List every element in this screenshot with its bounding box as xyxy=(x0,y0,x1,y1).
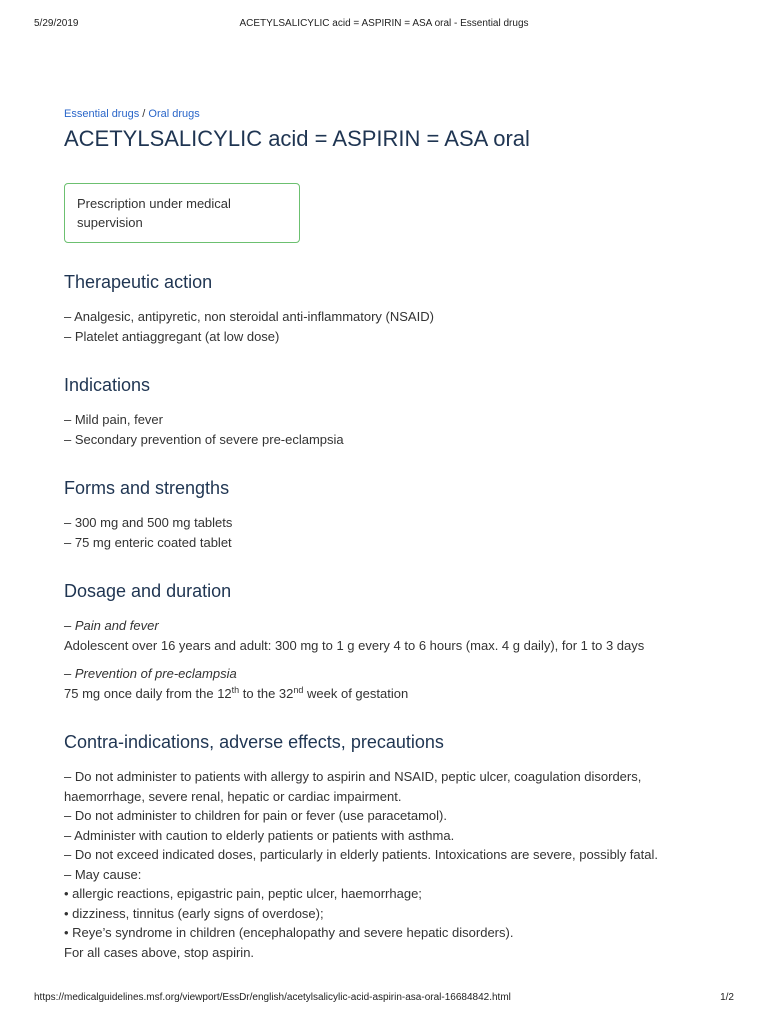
page-number: 1/2 xyxy=(720,992,734,1003)
dose-preeclampsia xyxy=(64,664,704,703)
indications-heading: Indications xyxy=(64,375,151,395)
dosage-heading: Dosage and duration xyxy=(64,581,232,601)
print-footer xyxy=(34,992,734,1006)
breadcrumb-essential-drugs[interactable]: Essential drugs xyxy=(64,108,140,120)
list-item: • dizziness, tinnitus (early signs of overdose); xyxy=(64,905,324,921)
list-item: – Secondary prevention of severe pre-eclampsia xyxy=(64,431,344,447)
dose-preeclampsia-text xyxy=(64,684,704,704)
breadcrumb-separator: / xyxy=(142,108,146,120)
contra-heading: Contra-indications, adverse effects, precautions xyxy=(64,732,444,752)
section-forms-strengths xyxy=(64,477,704,552)
list-item: – 300 mg and 500 mg tablets xyxy=(64,515,233,530)
list-item: – Administer with caution to elderly patients or patients with asthma. xyxy=(64,827,455,843)
dose-pain-fever xyxy=(64,616,704,655)
list-item: • Reye’s syndrome in children (encephalopathy and severe hepatic disorders). xyxy=(64,925,514,940)
pe-text-3: week of gestation xyxy=(303,685,409,701)
list-item: • allergic reactions, epigastric pain, peptic ulcer, haemorrhage; xyxy=(64,886,422,901)
list-item: – Do not exceed indicated doses, particularly in elderly patients. Intoxications are severe, possibly fatal. xyxy=(64,847,658,862)
list-item: – Analgesic, antipyretic, non steroidal anti-inflammatory (NSAID) xyxy=(64,309,434,324)
therapeutic-action-heading: Therapeutic action xyxy=(64,272,213,292)
dose-preeclampsia-heading: – Prevention of pre-eclampsia xyxy=(64,666,237,681)
list-item: – 75 mg enteric coated tablet xyxy=(64,534,232,550)
page-title: ACETYLSALICYLIC acid = ASPIRIN = ASA oral xyxy=(64,126,530,151)
list-item: – May cause: xyxy=(64,866,142,882)
pe-text-1: 75 mg once daily from the 12 xyxy=(64,685,232,701)
breadcrumb xyxy=(64,107,704,121)
section-contra-indications xyxy=(64,731,704,962)
section-dosage-duration xyxy=(64,580,704,703)
list-item: – Platelet antiaggregant (at low dose) xyxy=(64,328,280,344)
print-page-title: ACETYLSALICYLIC acid = ASPIRIN = ASA oral - Essential drugs xyxy=(239,18,529,29)
list-item: – Do not administer to children for pain or fever (use paracetamol). xyxy=(64,808,447,823)
breadcrumb-oral-drugs[interactable]: Oral drugs xyxy=(148,108,200,120)
prescription-notice: Prescription under medical supervision xyxy=(64,183,300,243)
pe-text-2: to the 32 xyxy=(239,685,294,701)
dose-pain-heading: – Pain and fever xyxy=(64,618,159,633)
list-item: – Mild pain, fever xyxy=(64,412,163,427)
list-item: – Do not administer to patients with allergy to aspirin and NSAID, peptic ulcer, coagulation disorders, haemorrhage, severe renal, hepatic or cardiac impairment. xyxy=(64,769,642,804)
section-indications xyxy=(64,374,704,449)
main-content xyxy=(64,107,704,962)
pe-sup-1: th xyxy=(231,684,240,695)
forms-heading: Forms and strengths xyxy=(64,478,230,498)
dose-pain-text: Adolescent over 16 years and adult: 300 mg to 1 g every 4 to 6 hours (max. 4 g daily), for 1 to 3 days xyxy=(64,637,645,653)
section-therapeutic-action xyxy=(64,271,704,346)
print-header xyxy=(34,18,734,32)
print-date: 5/29/2019 xyxy=(34,18,79,29)
list-item: For all cases above, stop aspirin. xyxy=(64,944,255,960)
print-url: https://medicalguidelines.msf.org/viewport/EssDr/english/acetylsalicylic-acid-aspirin-asa-oral-16684842.html xyxy=(34,992,511,1003)
pe-sup-2: nd xyxy=(293,684,304,695)
